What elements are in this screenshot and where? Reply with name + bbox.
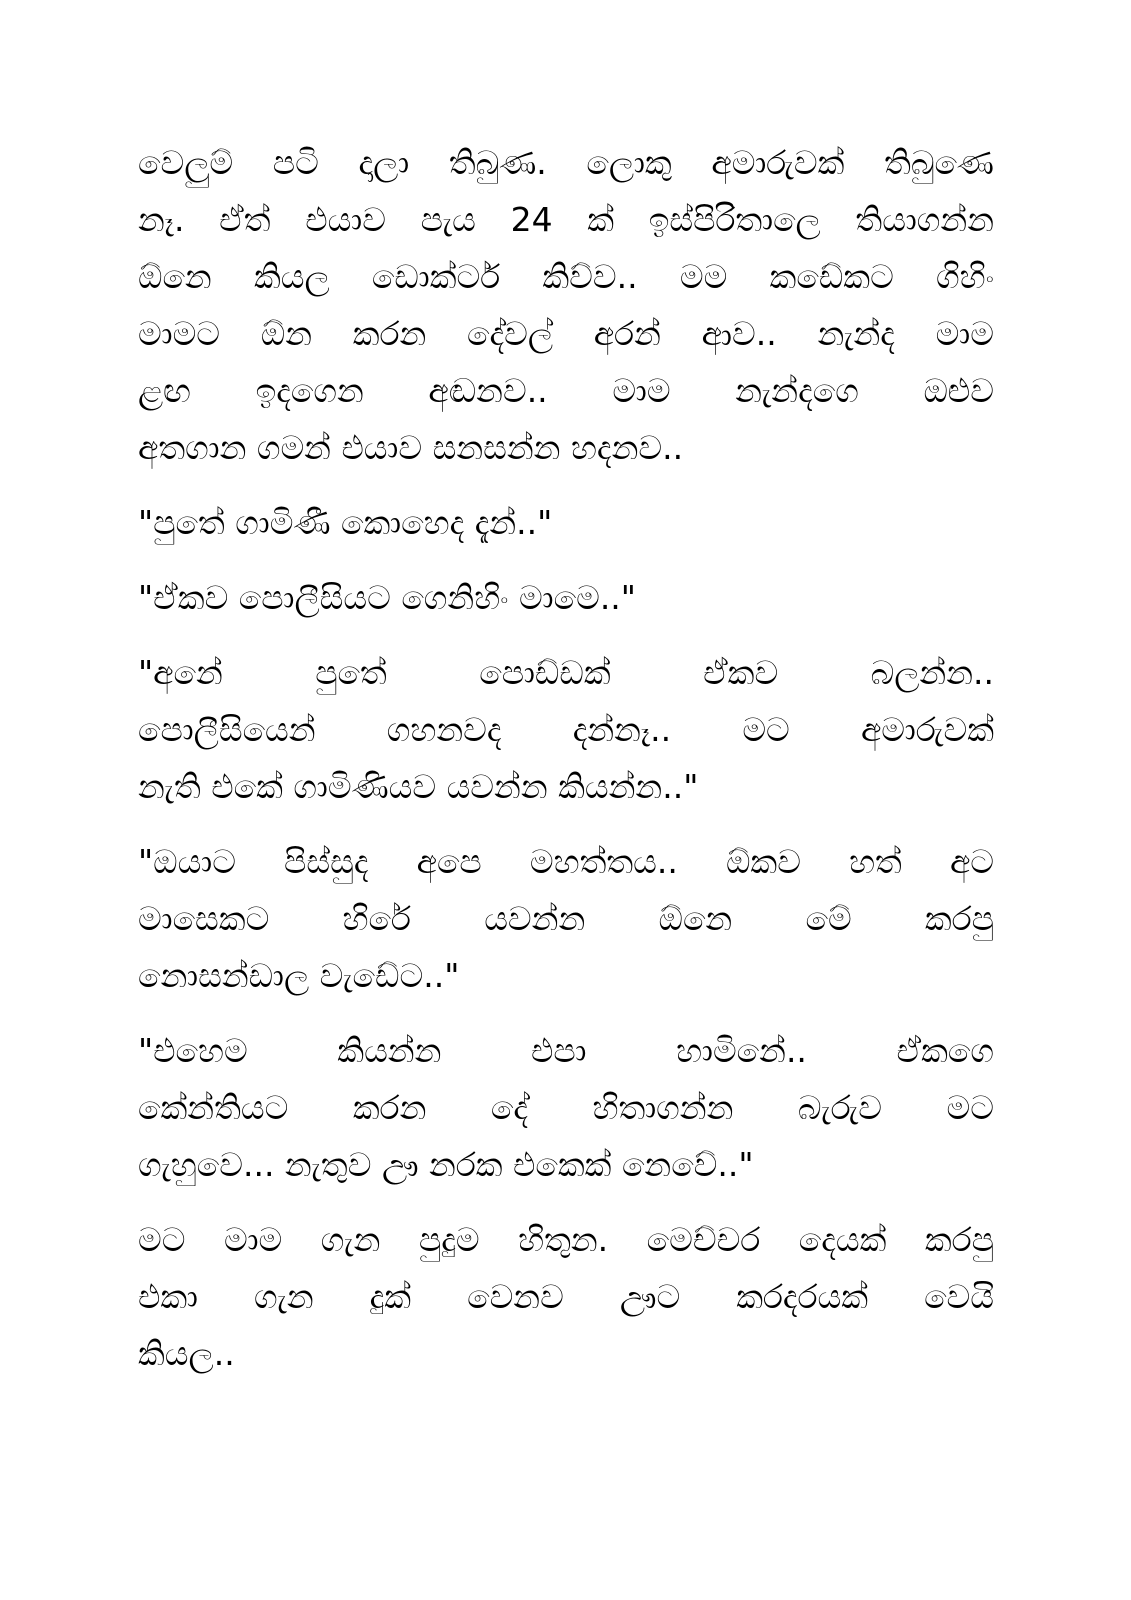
text-line: එකා ගැන දුක් වෙනව ඌට කරදරයක් වෙයි xyxy=(138,1277,994,1316)
text-line: නැති එකේ ගාමිණියව යවන්න කියන්න.." xyxy=(138,767,699,806)
body-text xyxy=(138,134,994,1400)
paragraph xyxy=(138,833,994,1004)
text-line: පොලීසියෙන් ගහනවද දන්නෑ.. මට අමාරුවක් xyxy=(138,710,994,749)
text-line: ඕනෙ කියල ඩොක්ටර් කිව්ව.. මම කඩේකට ගිහිං xyxy=(138,257,994,296)
paragraph xyxy=(138,569,994,626)
paragraph xyxy=(138,1211,994,1382)
text-line: අතගාන ගමන් එයාව සනසන්න හදනව.. xyxy=(138,428,684,467)
paragraph xyxy=(138,134,994,476)
paragraph xyxy=(138,1022,994,1193)
text-line: කියල.. xyxy=(138,1334,235,1373)
paragraph xyxy=(138,644,994,815)
text-line: මාමට ඕන කරන දේවල් අරන් ආව.. නැන්ද මාම xyxy=(138,314,994,353)
text-line: "එහෙම කියන්න එපා හාමිනේ.. ඒකගෙ xyxy=(138,1031,994,1070)
text-line: "ඔයාට පිස්සුද අපෙ මහත්තය.. ඕකව හත් අට xyxy=(138,842,994,881)
text-line: වෙලුම් පටි දාලා තිබුණ. ලොකු අමාරුවක් තිබුණෙ xyxy=(138,143,994,182)
text-line: ගැහුවෙ... නැතුව ඌ නරක එකෙක් නෙවේ.." xyxy=(138,1145,754,1184)
paragraph xyxy=(138,494,994,551)
text-line: "ඒකව පොලීසියට ගෙනිහිං මාමෙ.." xyxy=(138,578,636,617)
text-line: මට මාම ගැන පුදුම හිතුන. මෙච්චර දෙයක් කරපු xyxy=(138,1220,994,1259)
text-line: නොසන්ඩාල වැඩේට.." xyxy=(138,956,460,995)
text-line: නෑ. ඒත් එයාව පැය 24 ක් ඉස්පිරිතාලෙ තියාගන්න xyxy=(138,200,994,239)
text-line: මාසෙකට හිරේ යවන්න ඕනෙ මේ කරපු xyxy=(138,899,994,938)
text-line: ළඟ ඉදගෙන අඬනව.. මාම නැන්දගෙ ඔළුව xyxy=(138,371,994,410)
text-line: කේන්තියට කරන දේ හිතාගන්න බැරුව මට xyxy=(138,1088,994,1127)
text-line: "අනේ පුතේ පොඩ්ඩක් ඒකව බලන්න.. xyxy=(138,653,994,692)
text-line: "පුතේ ගාමිණී කොහෙද දැන්.." xyxy=(138,503,553,542)
